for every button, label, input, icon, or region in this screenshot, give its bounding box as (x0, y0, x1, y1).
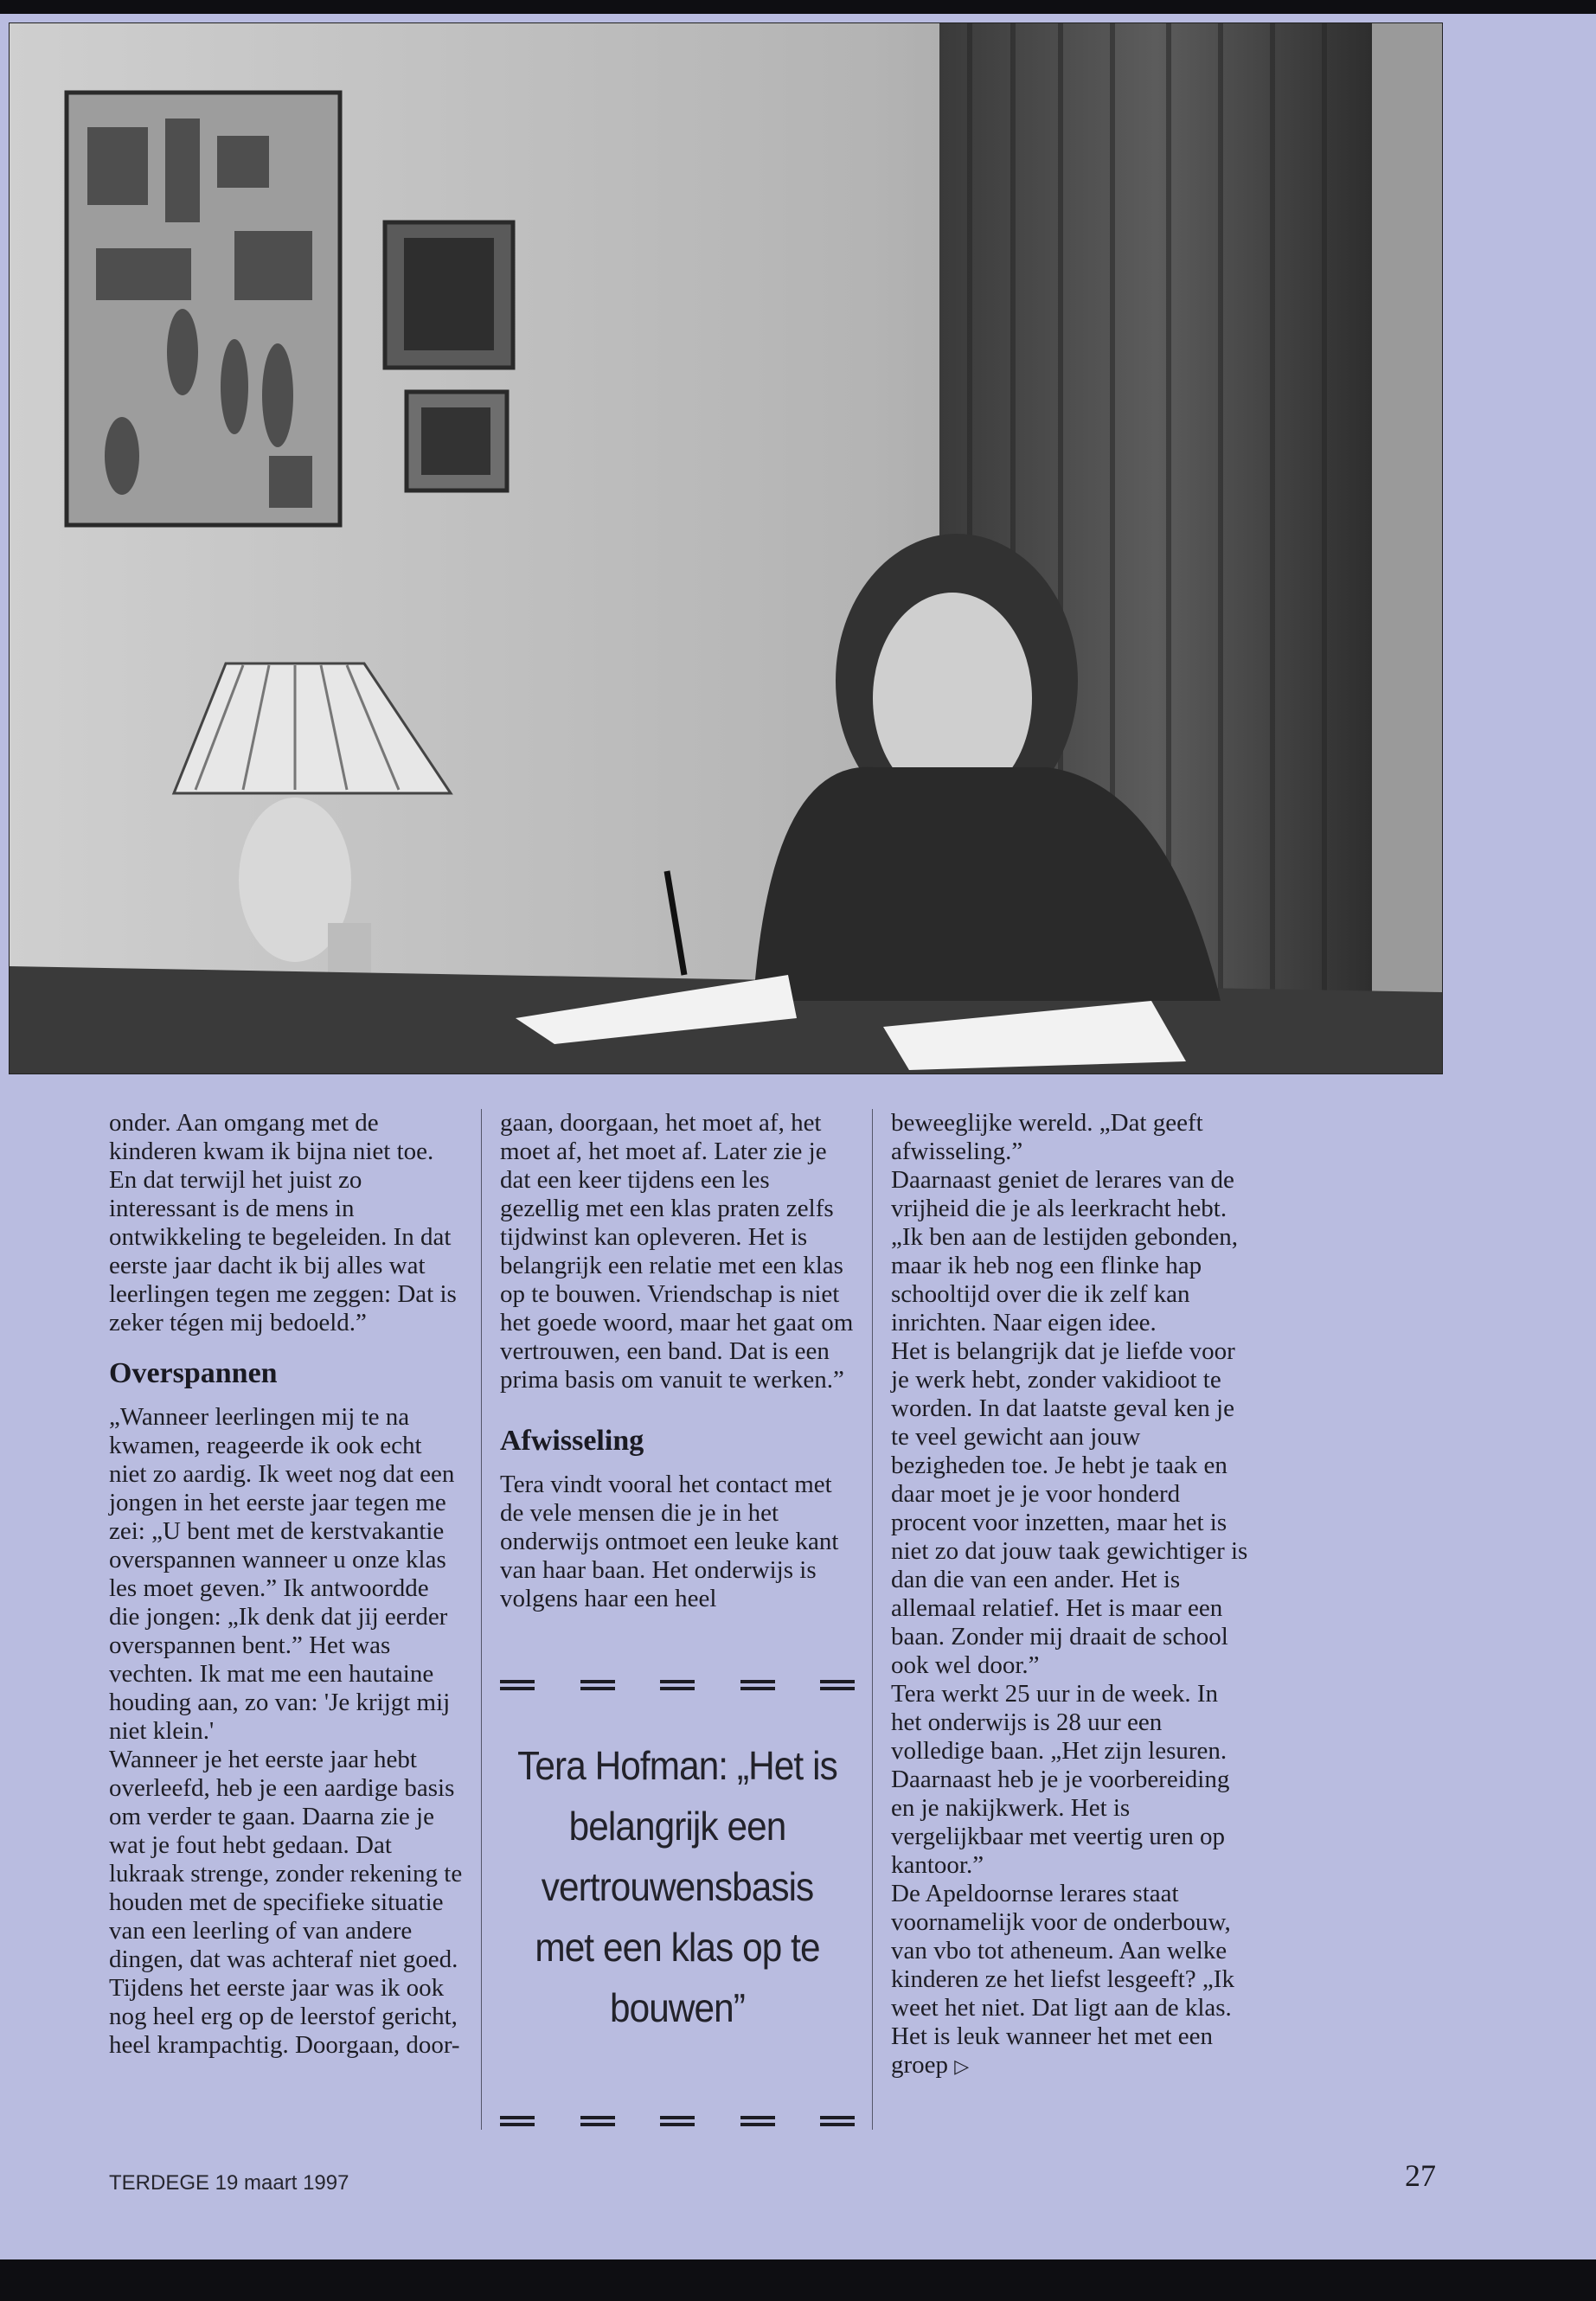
subheading-overspannen: Overspannen (109, 1357, 278, 1389)
bottom-border (0, 2259, 1596, 2301)
footer-publication: TERDEGE 19 maart 1997 (109, 2171, 349, 2195)
paragraph: Het is belangrijk dat je liefde voor je werk hebt, zonder vakidioot te worden. In dat laatste geval ken je te veel gewicht aan jouw bezigheden toe. Je hebt je taak en daar moet je je voor honderd procent voor inzetten, maar het is niet zo dat jouw taak gewichtiger is dan die van een ander. Het is allemaal relatief. Het is maar een baan. Zonder mij draait de school ook wel door.” (891, 1337, 1248, 1679)
article-photo (9, 22, 1443, 1074)
paragraph: beweeglijke wereld. „Dat geeft afwisseling.” (891, 1109, 1203, 1165)
article-column-2 (500, 1109, 855, 1613)
continue-arrow-icon: ▷ (954, 2055, 970, 2077)
column-rule-2 (872, 1109, 873, 2130)
paragraph: Wanneer je het eerste jaar hebt overleefd, heb je een aardige basis om verder te gaan. Daarna zie je wat je fout hebt gedaan. Dat lukraak strenge, zonder rekening te houden met de specifieke situatie van een leerling of van andere dingen, dat was achteraf niet goed. Tijdens het eerste jaar was ik ook nog heel erg op de leerstof gericht, heel krampachtig. Doorgaan, door- (109, 1746, 463, 2059)
paragraph-text: De Apeldoornse lerares staat voornamelijk voor de onderbouw, van vbo tot atheneum. Aan welke kinderen ze het liefst lesgeeft? „Ik weet het niet. Dat ligt aan de klas. Het is leuk wanneer het met een groep (891, 1880, 1234, 2079)
paragraph: Tera vindt vooral het contact met de vele mensen die je in het onderwijs ontmoet een leuke kant van haar baan. Het onderwijs is volgens haar een heel (500, 1471, 839, 1612)
paragraph: Daarnaast geniet de lerares van de vrijheid die je als leerkracht hebt. „Ik ben aan de lestijden gebonden, maar ik heb nog een flinke hap schooltijd over die ik zelf kan inrichten. Naar eigen idee. (891, 1166, 1239, 1336)
pullquote-rule-bottom (500, 2111, 855, 2131)
column-rule-1 (481, 1109, 482, 2130)
article-column-3 (891, 1109, 1254, 2080)
pullquote-rule-top (500, 1675, 855, 1695)
paragraph: onder. Aan omgang met de kinderen kwam ik bijna niet toe. En dat terwijl het juist zo interessant is de mens in ontwikkeling te begeleiden. In dat eerste jaar dacht ik bij alles wat leerlingen tegen me zeggen: Dat is zeker tégen mij bedoeld.” (109, 1109, 457, 1336)
paragraph: Tera werkt 25 uur in de week. In het onderwijs is 28 uur een volledige baan. „Het zijn lesuren. Daarnaast heb je je voorbereiding en je nakijkwerk. Het is vergelijkbaar met veertig uren op kantoor.” (891, 1680, 1230, 1879)
page-number: 27 (1405, 2158, 1436, 2193)
article-column-1 (109, 1109, 464, 2060)
top-border (0, 0, 1596, 14)
paragraph: „Wanneer leerlingen mij te na kwamen, reageerde ik ook echt niet zo aardig. Ik weet nog dat een jongen in het eerste jaar tegen me zei: „U bent met de kerstvakantie overspannen wanneer u onze klas les moet geven.” Ik antwoordde die jongen: „Ik denk dat jij eerder overspannen bent.” Het was vechten. Ik mat me een hautaine houding aan, zo van: 'Je krijgt mij niet klein.' (109, 1403, 455, 1745)
photo-illustration (10, 23, 1442, 1074)
subheading-afwisseling: Afwisseling (500, 1425, 644, 1457)
paragraph (891, 1880, 1254, 2080)
paragraph: gaan, doorgaan, het moet af, het moet af, het moet af. Later zie je dat een keer tijdens een les gezellig met een klas praten zelfs tijdwinst kan opleveren. Het is belangrijk een relatie met een klas op te bouwen. Vriendschap is niet het goede woord, maar het gaat om vertrouwen, een band. Dat is een prima basis om vanuit te werken.” (500, 1109, 854, 1394)
pull-quote: Tera Hofman: „Het is belangrijk een vertrouwensbasis met een klas op te bouwen” (517, 1743, 837, 2030)
